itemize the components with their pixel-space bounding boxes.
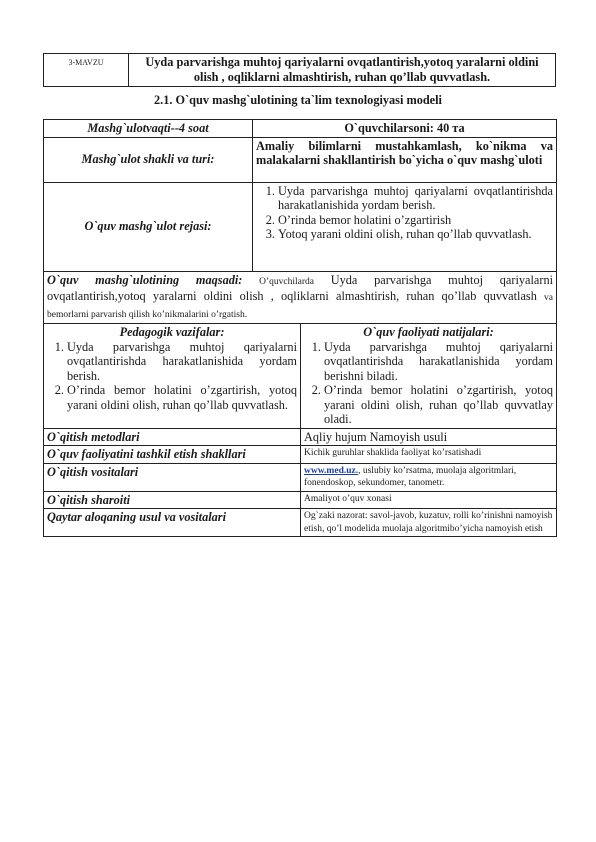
time-label: Mashg`ulotvaqti--4 soat [44,120,253,138]
conditions-label: O`qitish sharoiti [44,491,301,509]
plan-item: 3. Yotoq yarani oldini olish, ruhan qo’llab quvvatlash. [278,227,553,242]
methods-label: O`qitish metodlari [44,428,301,446]
organization-value: Kichik guruhlar shaklida faoliyat ko’rsatishadi [301,446,557,464]
means-cell [301,463,557,491]
pedagogical-tasks-cell [44,324,301,429]
section-heading: 2.1. O`quv mashg`ulotining ta`lim texnologiyasi modeli [154,93,442,107]
topic-title: Uyda parvarishga muhtoj qariyalarni ovqatlantirish,yotoq yaralarni oldini olish , oqliklarni almashtirish, ruhan qo’llab quvvatlash. [129,54,556,87]
plan-item: 1. Uyda parvarishga muhtoj qariyalarni ovqatlantirishda harakatlanishida yordam berish. [278,184,553,213]
med-uz-link[interactable]: www.med.uz. [304,465,359,476]
feedback-value: Og`zaki nazorat: savol-javob, kuzatuv, rolli ko’rinishni namoyish etish, qo’l modelida muolaja algoritmibo’yicha namoyish etish [301,509,557,537]
form-value: Amaliy bilimlarni mustahkamlash, ko`nikma va malakalarni shakllantirish bo`yicha o`quv mashg`uloti [253,137,557,182]
pedagogical-task: 1. Uyda parvarishga muhtoj qariyalarni ovqatlantirishda harakatlanishida yordam berish. [67,340,297,384]
results-label: O`quv faoliyati natijalari: [363,325,494,339]
feedback-label: Qaytar aloqaning usul va vositalari [44,509,301,537]
goal-label: O`quv mashg`ulotining maqsadi: [47,272,243,287]
goal-cell [44,271,557,324]
methods-value: Aqliy hujum Namoyish usuli [301,428,557,446]
organization-label: O`quv faoliyatini tashkil etish shakllari [44,446,301,464]
topic-number: 3-MAVZU [44,54,129,87]
goal-text: Uyda parvarishga muhtoj qariyalarni ovqatlantirish,yotoq yaralarni oldini olish , oqliklarni almashtirish, ruhan qo’llab quvvatlash [47,272,554,303]
pedagogical-task: 2. O’rinda bemor holatini o’zgartirish, yotoq yarani oldini olish, ruhan qo’llab quvvatlash. [67,383,297,412]
goal-small-2: va bemorlarni parvarish qilish ko’nikmalarini o’rgatish. [47,293,554,320]
goal-small-1: O’quvchilarda [259,276,314,287]
topic-header-table [43,53,556,87]
conditions-value: Amaliyot o’quv xonasi [301,491,557,509]
plan-list-cell [253,182,557,271]
results-cell [301,324,557,429]
means-label: O`qitish vositalari [44,463,301,491]
pedagogical-tasks-label: Pedagogik vazifalar: [119,325,225,339]
students-label: O`quvchilarsoni: 40 та [253,120,557,138]
form-label: Mashg`ulot shakli va turi: [44,137,253,182]
plan-label: O`quv mashg`ulot rejasi: [44,182,253,271]
plan-item: 2. O’rinda bemor holatini o’zgartirish [278,213,553,228]
result-item: 1. Uyda parvarishga muhtoj qariyalarni ovqatlantirishda harakatlanishida yordam berishni biladi. [324,340,553,384]
lesson-model-table [43,119,557,537]
result-item: 2. O’rinda bemor holatini o’zgartirish, yotoq yarani oldini olish, ruhan qo’llab quvvatlay oladi. [324,383,553,427]
means-value: , uslubiy ko’rsatma, muolaja algoritmlari, fonendoskop, sekundomer, tanometr. [304,465,517,488]
